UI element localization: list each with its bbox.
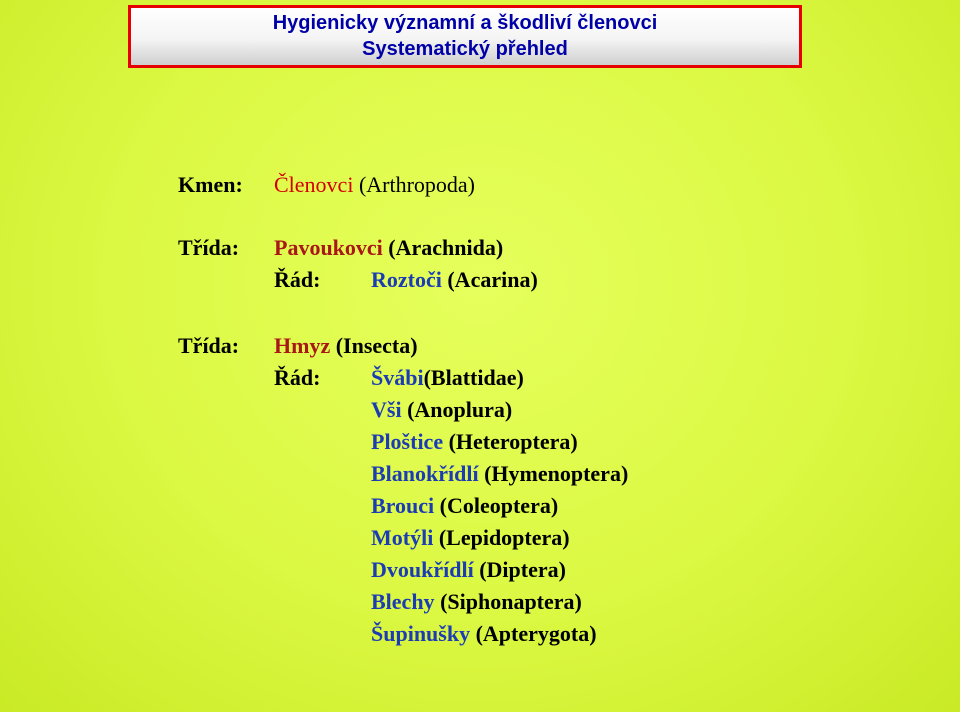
order-name: Motýli xyxy=(371,525,434,550)
order-name: Švábi xyxy=(371,365,424,390)
order-latin: (Siphonaptera) xyxy=(440,589,582,614)
order-row xyxy=(371,621,597,647)
order-row xyxy=(371,429,578,455)
order-name: Šupinušky xyxy=(371,621,471,646)
trida-2-entry xyxy=(274,333,418,359)
trida-2-label: Třída: xyxy=(178,333,240,358)
order-row xyxy=(371,461,628,487)
title-box xyxy=(128,5,802,68)
order-latin: (Apterygota) xyxy=(475,621,597,646)
order-row xyxy=(371,493,558,519)
trida-1-name: Pavoukovci xyxy=(274,235,383,260)
kmen-latin: (Arthropoda) xyxy=(358,172,476,197)
title-line-1: Hygienicky významní a škodliví členovci xyxy=(272,12,658,34)
order-latin: (Heteroptera) xyxy=(448,429,578,454)
order-latin: (Lepidoptera) xyxy=(438,525,570,550)
trida-1-latin: (Arachnida) xyxy=(388,235,504,260)
trida-1-rad-label: Řád: xyxy=(274,267,321,292)
order-name: Roztoči xyxy=(371,267,442,292)
order-latin: (Hymenoptera) xyxy=(484,461,629,486)
order-latin: (Anoplura) xyxy=(407,397,513,422)
trida-2-rad-label: Řád: xyxy=(274,365,321,390)
order-name: Blanokřídlí xyxy=(371,461,479,486)
order-row xyxy=(371,557,566,583)
trida-1-label: Třída: xyxy=(178,235,240,260)
trida-2-latin: (Insecta) xyxy=(335,333,418,358)
order-latin: (Diptera) xyxy=(479,557,566,582)
kmen-name: Členovci xyxy=(274,172,354,197)
trida-1-entry xyxy=(274,235,503,261)
kmen-entry xyxy=(274,172,475,198)
order-name: Blechy xyxy=(371,589,435,614)
order-row xyxy=(371,589,582,615)
order-name: Brouci xyxy=(371,493,435,518)
order-row xyxy=(371,525,570,551)
order-name: Vši xyxy=(371,397,402,422)
kmen-label: Kmen: xyxy=(178,172,243,197)
order-name: Dvoukřídlí xyxy=(371,557,474,582)
order-latin: (Blattidae) xyxy=(423,365,524,390)
order-latin: (Coleoptera) xyxy=(439,493,559,518)
title-line-2: Systematický přehled xyxy=(362,38,568,60)
order-row xyxy=(371,365,524,391)
order-name: Ploštice xyxy=(371,429,444,454)
order-row xyxy=(371,267,538,293)
trida-2-name: Hmyz xyxy=(274,333,331,358)
order-row xyxy=(371,397,512,423)
order-latin: (Acarina) xyxy=(447,267,538,292)
